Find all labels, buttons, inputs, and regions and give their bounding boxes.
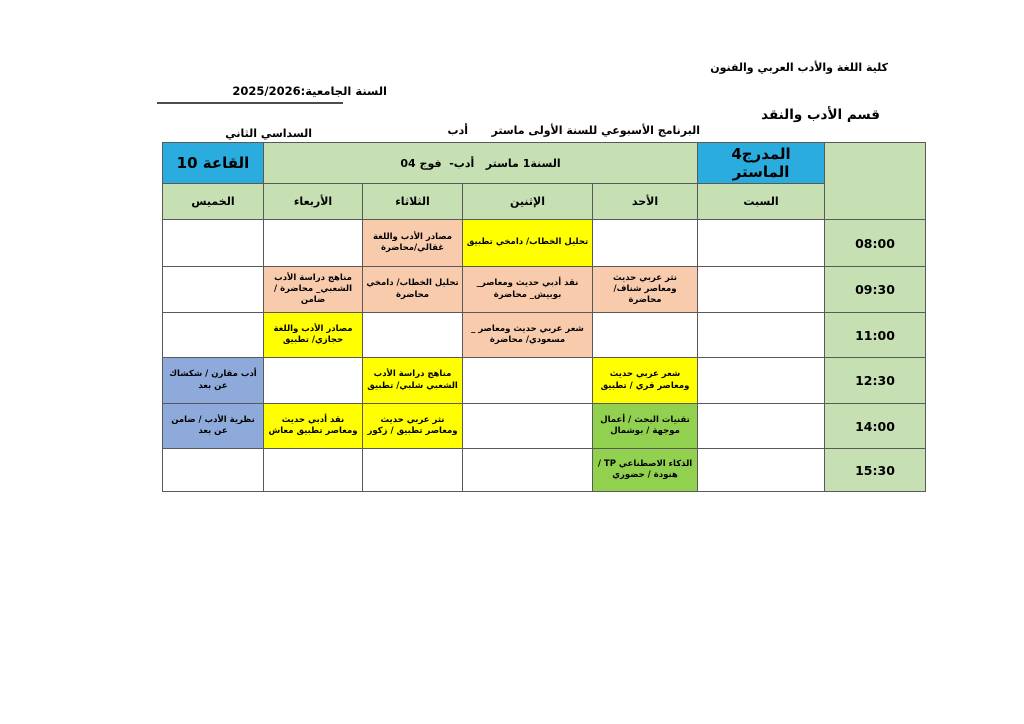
time-label: 09:30 xyxy=(825,267,926,313)
schedule-cell-tue: نثر عربي حديث ومعاصر تطبيق / زكور xyxy=(363,404,463,449)
amphi-cell: المدرج4 الماستر xyxy=(698,143,825,184)
time-column-corner xyxy=(825,143,926,220)
schedule-cell-sun xyxy=(593,220,698,267)
academic-year: السنة الجامعية:2025/2026 xyxy=(232,84,387,98)
day-header-saturday: السبت xyxy=(698,184,825,220)
room-cell: القاعة 10 xyxy=(163,143,264,184)
schedule-cell-wed xyxy=(264,358,363,404)
schedule-cell-tue: تحليل الخطاب/ دامخي محاضرة xyxy=(363,267,463,313)
program-subject: أدب xyxy=(447,124,468,137)
schedule-cell-mon: شعر عربي حديث ومعاصر _ مسعودي/ محاضرة xyxy=(463,313,593,358)
schedule-cell-sat xyxy=(698,267,825,313)
table-row-1530 xyxy=(163,449,926,492)
schedule-cell-thu xyxy=(163,220,264,267)
schedule-cell-wed: مصادر الأدب واللغة حجازي/ تطبيق xyxy=(264,313,363,358)
time-label: 14:00 xyxy=(825,404,926,449)
schedule-cell-mon xyxy=(463,358,593,404)
schedule-cell-wed xyxy=(264,449,363,492)
schedule-cell-wed: نقد أدبي حديث ومعاصر تطبيق معاش xyxy=(264,404,363,449)
program-title: البرنامج الأسبوعي للسنة الأولى ماستر xyxy=(491,124,700,137)
schedule-cell-mon: تحليل الخطاب/ دامخي تطبيق xyxy=(463,220,593,267)
schedule-cell-wed: مناهج دراسة الأدب الشعبي_ محاضرة / ضامن xyxy=(264,267,363,313)
day-header-tuesday: الثلاثاء xyxy=(363,184,463,220)
schedule-cell-thu xyxy=(163,313,264,358)
day-header-wednesday: الأربعاء xyxy=(264,184,363,220)
time-label: 11:00 xyxy=(825,313,926,358)
time-label: 15:30 xyxy=(825,449,926,492)
schedule-cell-sat xyxy=(698,404,825,449)
table-row-1100 xyxy=(163,313,926,358)
schedule-cell-sun: تقنيات البحث / أعمال موجهة / بوشمال xyxy=(593,404,698,449)
timetable xyxy=(162,142,926,492)
schedule-cell-thu: نظرية الأدب / ضامن عن بعد xyxy=(163,404,264,449)
department-title: قسم الأدب والنقد xyxy=(761,107,880,123)
underline-rule xyxy=(157,102,343,104)
schedule-cell-thu: أدب مقارن / شكشاك عن بعد xyxy=(163,358,264,404)
schedule-cell-sun: الذكاء الاصطناعي TP / هنودة / حضوري xyxy=(593,449,698,492)
schedule-cell-sun xyxy=(593,313,698,358)
table-row-1230 xyxy=(163,358,926,404)
schedule-cell-tue xyxy=(363,313,463,358)
group-cell: السنة1 ماستر أدب- فوج 04 xyxy=(264,143,698,184)
time-label: 12:30 xyxy=(825,358,926,404)
day-header-monday: الإثنين xyxy=(463,184,593,220)
schedule-cell-tue xyxy=(363,449,463,492)
table-row-1400 xyxy=(163,404,926,449)
schedule-cell-mon: نقد أدبي حديث ومعاصر_ بوبيش_ محاضرة xyxy=(463,267,593,313)
schedule-cell-thu xyxy=(163,449,264,492)
schedule-cell-sun: شعر عربي حديث ومعاصر قري / تطبيق xyxy=(593,358,698,404)
day-header-sunday: الأحد xyxy=(593,184,698,220)
time-label: 08:00 xyxy=(825,220,926,267)
day-header-row xyxy=(163,184,926,220)
table-row-0930 xyxy=(163,267,926,313)
schedule-cell-sat xyxy=(698,313,825,358)
schedule-cell-wed xyxy=(264,220,363,267)
schedule-cell-sat xyxy=(698,358,825,404)
table-row-0800 xyxy=(163,220,926,267)
schedule-cell-tue: مصادر الأدب واللغة غقالي/محاضرة xyxy=(363,220,463,267)
faculty-title: كلية اللغة والأدب العربي والفنون xyxy=(710,61,888,74)
schedule-cell-tue: مناهج دراسة الأدب الشعبي شلبي/ تطبيق xyxy=(363,358,463,404)
semester-label: السداسي الثاني xyxy=(225,127,312,140)
schedule-cell-mon xyxy=(463,449,593,492)
banner-row xyxy=(163,143,926,184)
schedule-cell-sat xyxy=(698,449,825,492)
schedule-cell-thu xyxy=(163,267,264,313)
schedule-cell-sat xyxy=(698,220,825,267)
schedule-cell-sun: نثر عربي حديث ومعاصر شناف/ محاضرة xyxy=(593,267,698,313)
schedule-cell-mon xyxy=(463,404,593,449)
day-header-thursday: الخميس xyxy=(163,184,264,220)
